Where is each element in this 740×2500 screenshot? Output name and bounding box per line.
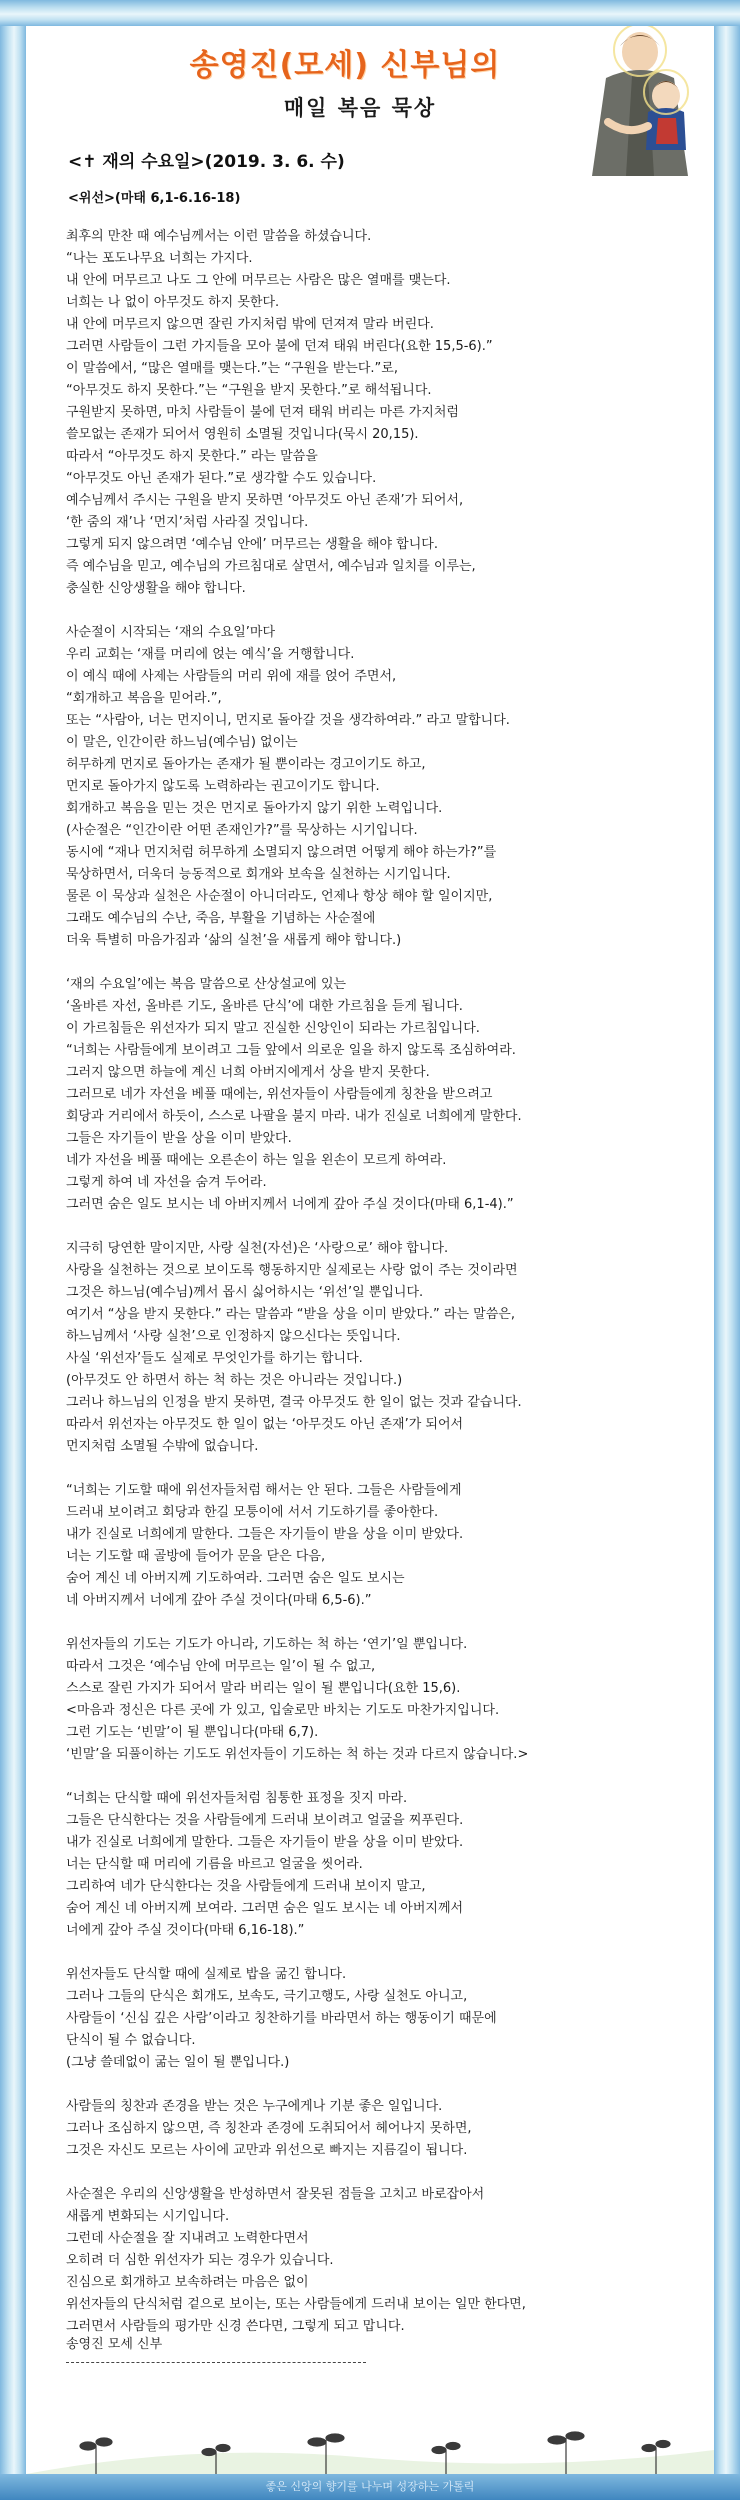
text-line: 회개하고 복음을 믿는 것은 먼지로 돌아가지 않기 위한 노력입니다. — [66, 801, 443, 816]
text-line: 구원받지 못하면, 마치 사람들이 불에 던져 태워 버리는 마른 가지처럼 — [66, 405, 459, 420]
text-line: ‘한 줌의 재’나 ‘먼지’처럼 사라질 것입니다. — [66, 515, 309, 530]
text-line: 먼지처럼 소멸될 수밖에 없습니다. — [66, 1439, 259, 1454]
paragraph — [66, 1238, 696, 1458]
text-line: 따라서 위선자는 아무것도 한 일이 없는 ‘아무것도 아닌 존재’가 되어서 — [66, 1417, 464, 1432]
text-line: 우리 교회는 ‘재를 머리에 얹는 예식’을 거행합니다. — [66, 647, 355, 662]
paragraph — [66, 622, 696, 952]
text-line: 그러면 사람들이 그런 가지들을 모아 불에 던져 태워 버린다(요한 15,5-6).” — [66, 339, 493, 354]
text-line: 사랑을 실천하는 것으로 보이도록 행동하지만 실제로는 사랑 없이 주는 것이라면 — [66, 1263, 518, 1278]
text-line: (사순절은 “인간이란 어떤 존재인가?”를 묵상하는 시기입니다. — [66, 823, 418, 838]
gospel-reference: <위선>(마태 6,1-6.16-18) — [68, 191, 241, 206]
text-line: 위선자들도 단식할 때에 실제로 밥을 굶긴 합니다. — [66, 1967, 347, 1982]
text-line: 내가 진실로 너희에게 말한다. 그들은 자기들이 받을 상을 이미 받았다. — [66, 1835, 464, 1850]
text-line: 내가 진실로 너희에게 말한다. 그들은 자기들이 받을 상을 이미 받았다. — [66, 1527, 464, 1542]
text-line: 너희는 나 없이 아무것도 하지 못한다. — [66, 295, 280, 310]
paragraph — [66, 2096, 696, 2162]
text-line: (그냥 쓸데없이 굶는 일이 될 뿐입니다.) — [66, 2055, 290, 2070]
text-line: 사실 ‘위선자’들도 실제로 무엇인가를 하기는 합니다. — [66, 1351, 363, 1366]
text-line: 그러나 하느님의 인정을 받지 못하면, 결국 아무것도 한 일이 없는 것과 같습니다. — [66, 1395, 522, 1410]
text-line: 진심으로 회개하고 보속하려는 마음은 없이 — [66, 2275, 309, 2290]
text-line: 먼지로 돌아가지 않도록 노력하라는 권고이기도 합니다. — [66, 779, 380, 794]
page-frame-right — [714, 0, 740, 2500]
paragraph — [66, 2184, 696, 2338]
text-line: 그들은 자기들이 받을 상을 이미 받았다. — [66, 1131, 292, 1146]
text-line: 그런 기도는 ‘빈말’이 될 뿐입니다(마태 6,7). — [66, 1725, 319, 1740]
text-line: 묵상하면서, 더욱더 능동적으로 회개와 보속을 실천하는 시기입니다. — [66, 867, 451, 882]
text-line: “아무것도 하지 못한다.”는 “구원을 받지 못한다.”로 해석됩니다. — [66, 383, 432, 398]
text-line: ‘올바른 자선, 올바른 기도, 올바른 단식’에 대한 가르침을 듣게 됩니다. — [66, 999, 463, 1014]
meditation-heading: <✝ 재의 수요일>(2019. 3. 6. 수) — [68, 152, 345, 172]
text-line: 충실한 신앙생활을 해야 합니다. — [66, 581, 246, 596]
text-line: 사순절이 시작되는 ‘재의 수요일’마다 — [66, 625, 276, 640]
text-line: 그러나 조심하지 않으면, 즉 칭찬과 존경에 도취되어서 헤어나지 못하면, — [66, 2121, 472, 2136]
text-line: 내 안에 머무르고 나도 그 안에 머무르는 사람은 많은 열매를 맺는다. — [66, 273, 451, 288]
text-line: “너희는 기도할 때에 위선자들처럼 해서는 안 된다. 그들은 사람들에게 — [66, 1483, 462, 1498]
text-line: 위선자들의 기도는 기도가 아니라, 기도하는 척 하는 ‘연기’일 뿐입니다. — [66, 1637, 468, 1652]
text-line: 위선자들의 단식처럼 겉으로 보이는, 또는 사람들에게 드러내 보이는 일만 한다면, — [66, 2297, 526, 2312]
text-line: 그것은 자신도 모르는 사이에 교만과 위선으로 빠지는 지름길이 됩니다. — [66, 2143, 468, 2158]
text-line: 이 예식 때에 사제는 사람들의 머리 위에 재를 얹어 주면서, — [66, 669, 397, 684]
text-line: 그런데 사순절을 잘 지내려고 노력한다면서 — [66, 2231, 309, 2246]
paragraph — [66, 226, 696, 600]
text-line: 이 말은, 인간이란 하느님(예수님) 없이는 — [66, 735, 298, 750]
text-line: <마음과 정신은 다른 곳에 가 있고, 입술로만 바치는 기도도 마찬가지입니다. — [66, 1703, 500, 1718]
text-line: 단식이 될 수 없습니다. — [66, 2033, 196, 2048]
text-line: 회당과 거리에서 하듯이, 스스로 나팔을 불지 마라. 내가 진실로 너희에게 말한다. — [66, 1109, 522, 1124]
text-line: “아무것도 아닌 존재가 된다.”로 생각할 수도 있습니다. — [66, 471, 377, 486]
text-line: 내 안에 머무르지 않으면 잘린 가지처럼 밖에 던져져 말라 버린다. — [66, 317, 434, 332]
signature-divider — [66, 2362, 366, 2363]
text-line: 이 말씀에서, “많은 열매를 맺는다.”는 “구원을 받는다.”로, — [66, 361, 398, 376]
text-line: 또는 “사람아, 너는 먼지이니, 먼지로 돌아갈 것을 생각하여라.” 라고 말합니다. — [66, 713, 510, 728]
text-line: (아무것도 안 하면서 하는 척 하는 것은 아니라는 것입니다.) — [66, 1373, 403, 1388]
sprouts-decoration — [26, 2380, 714, 2474]
text-line: 너는 단식할 때 머리에 기름을 바르고 얼굴을 씻어라. — [66, 1857, 363, 1872]
text-line: 물론 이 묵상과 실천은 사순절이 아니더라도, 언제나 항상 해야 할 일이지만, — [66, 889, 493, 904]
text-line: 허무하게 먼지로 돌아가는 존재가 될 뿐이라는 경고이기도 하고, — [66, 757, 426, 772]
text-line: ‘빈말’을 되풀이하는 기도도 위선자들이 기도하는 척 하는 것과 다르지 않습니다.> — [66, 1747, 529, 1762]
paragraph — [66, 1634, 696, 1766]
text-line: 여기서 “상을 받지 못한다.” 라는 말씀과 “받을 상을 이미 받았다.” 라는 말씀은, — [66, 1307, 515, 1322]
text-line: 지극히 당연한 말이지만, 사랑 실천(자선)은 ‘사랑으로’ 해야 합니다. — [66, 1241, 449, 1256]
text-line: 그러면 숨은 일도 보시는 네 아버지께서 너에게 갚아 주실 것이다(마태 6,1-4).” — [66, 1197, 514, 1212]
text-line: 따라서 그것은 ‘예수님 안에 머무르는 일’이 될 수 없고, — [66, 1659, 376, 1674]
text-line: 이 가르침들은 위선자가 되지 말고 진실한 신앙인이 되라는 가르침입니다. — [66, 1021, 480, 1036]
text-line: 더욱 특별히 마음가짐과 ‘삶의 실천’을 새롭게 해야 합니다.) — [66, 933, 402, 948]
paragraph — [66, 974, 696, 1216]
page-subtitle: 매일 복음 묵상 — [283, 96, 437, 120]
signature: 송영진 모세 신부 — [66, 2337, 163, 2352]
text-line: 그리하여 네가 단식한다는 것을 사람들에게 드러내 보이지 말고, — [66, 1879, 426, 1894]
text-line: 숨어 계신 네 아버지께 보여라. 그러면 숨은 일도 보시는 네 아버지께서 — [66, 1901, 464, 1916]
text-line: 그렇게 하여 네 자선을 숨겨 두어라. — [66, 1175, 267, 1190]
text-line: 새롭게 변화되는 시기입니다. — [66, 2209, 230, 2224]
paragraph — [66, 1480, 696, 1612]
text-line: 그러면서 사람들의 평가만 신경 쓴다면, 그렇게 되고 맙니다. — [66, 2319, 405, 2334]
text-line: “나는 포도나무요 너희는 가지다. — [66, 251, 253, 266]
text-line: 오히려 더 심한 위선자가 되는 경우가 있습니다. — [66, 2253, 334, 2268]
text-line: 하느님께서 ‘사랑 실천’으로 인정하지 않으신다는 뜻입니다. — [66, 1329, 401, 1344]
text-line: 사람들의 칭찬과 존경을 받는 것은 누구에게나 기분 좋은 일입니다. — [66, 2099, 443, 2114]
meditation-body — [66, 226, 696, 2360]
text-line: 그러나 그들의 단식은 회개도, 보속도, 극기고행도, 사랑 실천도 아니고, — [66, 1989, 468, 2004]
text-line: “너희는 사람들에게 보이려고 그들 앞에서 의로운 일을 하지 않도록 조심하여라. — [66, 1043, 516, 1058]
page-title: 송영진(모세) 신부님의 — [189, 48, 501, 83]
paragraph — [66, 1788, 696, 1942]
text-line: 그것은 하느님(예수님)께서 몹시 싫어하시는 ‘위선’일 뿐입니다. — [66, 1285, 424, 1300]
text-line: 네가 자선을 베풀 때에는 오른손이 하는 일을 왼손이 모르게 하여라. — [66, 1153, 447, 1168]
footer-caption: 좋은 신앙의 향기를 나누며 성장하는 가톨릭 — [265, 2480, 475, 2493]
text-line: 예수님께서 주시는 구원을 받지 못하면 ‘아무것도 아닌 존재’가 되어서, — [66, 493, 464, 508]
text-line: 그래도 예수님의 수난, 죽음, 부활을 기념하는 사순절에 — [66, 911, 376, 926]
text-line: 그렇게 되지 않으려면 ‘예수님 안에’ 머무르는 생활을 해야 합니다. — [66, 537, 438, 552]
text-line: 그러므로 네가 자선을 베풀 때에는, 위선자들이 사람들에게 칭찬을 받으려고 — [66, 1087, 493, 1102]
text-line: “너희는 단식할 때에 위선자들처럼 침통한 표정을 짓지 마라. — [66, 1791, 408, 1806]
text-line: 숨어 계신 네 아버지께 기도하여라. 그러면 숨은 일도 보시는 — [66, 1571, 405, 1586]
text-line: 그러지 않으면 하늘에 계신 너희 아버지에게서 상을 받지 못한다. — [66, 1065, 430, 1080]
text-line: 즉 예수님을 믿고, 예수님의 가르침대로 살면서, 예수님과 일치를 이루는, — [66, 559, 476, 574]
text-line: “회개하고 복음을 믿어라.”, — [66, 691, 222, 706]
text-line: 따라서 “아무것도 하지 못한다.” 라는 말씀을 — [66, 449, 318, 464]
paragraph — [66, 1964, 696, 2074]
text-line: 사순절은 우리의 신앙생활을 반성하면서 잘못된 점들을 고치고 바로잡아서 — [66, 2187, 485, 2202]
text-line: 동시에 “재나 먼지처럼 허무하게 소멸되지 않으려면 어떻게 해야 하는가?”를 — [66, 845, 497, 860]
text-line: 쓸모없는 존재가 되어서 영원히 소멸될 것입니다(묵시 20,15). — [66, 427, 419, 442]
text-line: 사람들이 ‘신심 깊은 사람’이라고 칭찬하기를 바라면서 하는 행동이기 때문에 — [66, 2011, 497, 2026]
text-line: ‘재의 수요일’에는 복음 말씀으로 산상설교에 있는 — [66, 977, 347, 992]
text-line: 최후의 만찬 때 예수님께서는 이런 말씀을 하셨습니다. — [66, 229, 372, 244]
text-line: 너에게 갚아 주실 것이다(마태 6,16-18).” — [66, 1923, 305, 1938]
text-line: 스스로 잘린 가지가 되어서 말라 버리는 일이 될 뿐입니다(요한 15,6). — [66, 1681, 461, 1696]
text-line: 너는 기도할 때 골방에 들어가 문을 닫은 다음, — [66, 1549, 326, 1564]
text-line: 네 아버지께서 너에게 갚아 주실 것이다(마태 6,5-6).” — [66, 1593, 372, 1608]
page-frame-top — [0, 0, 740, 26]
text-line: 그들은 단식한다는 것을 사람들에게 드러내 보이려고 얼굴을 찌푸린다. — [66, 1813, 464, 1828]
text-line: 드러내 보이려고 회당과 한길 모퉁이에 서서 기도하기를 좋아한다. — [66, 1505, 439, 1520]
